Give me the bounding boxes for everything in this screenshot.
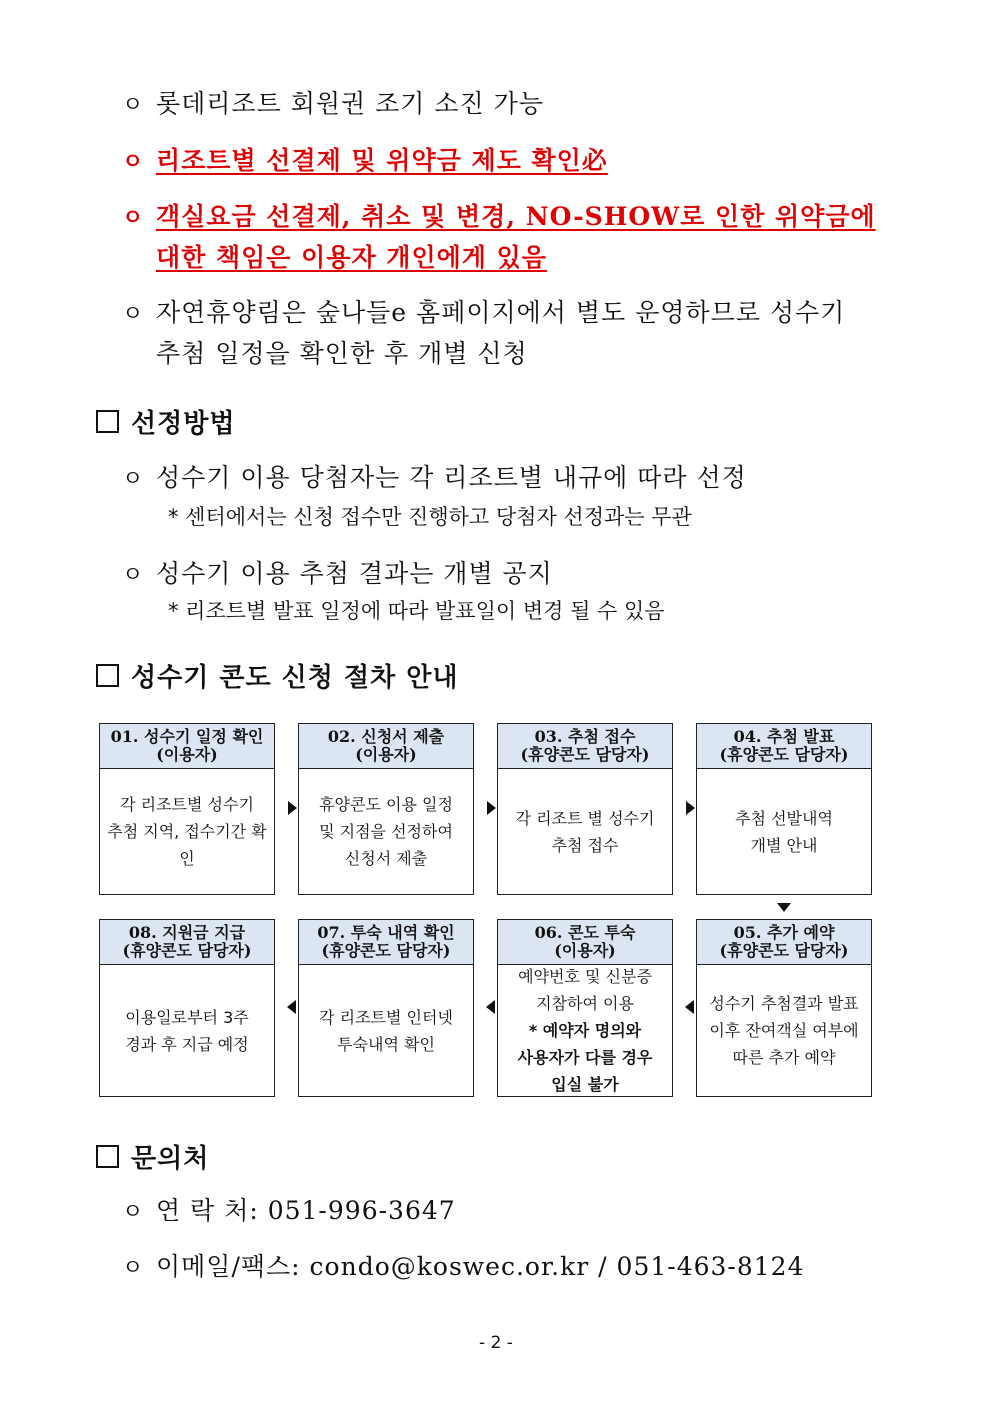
step-actor: (휴양콘도 담당자) [321, 941, 451, 960]
step-title: 05. 추가 예약 [733, 923, 835, 942]
contact-text: 이메일/팩스: condo@koswec.or.kr / 051-463-8124 [156, 1252, 805, 1281]
step-body [498, 769, 672, 894]
checkbox-square-icon [96, 1145, 119, 1168]
step-body [697, 769, 871, 894]
step-header [498, 724, 672, 769]
step-actor: (휴양콘도 담당자) [719, 941, 849, 960]
step-07 [298, 919, 474, 1097]
notice-text-line2: 대한 책임은 이용자 개인에게 있음 [156, 243, 547, 272]
step-text: 추첨 선발내역 [735, 808, 833, 828]
step-title: 04. 추첨 발표 [733, 727, 835, 746]
step-header [299, 920, 473, 965]
step-header [498, 920, 672, 965]
step-title: 08. 지원금 지급 [128, 923, 246, 942]
contact-text: 연 락 처: 051-996-3647 [156, 1196, 456, 1225]
step-03 [497, 723, 673, 895]
step-body [100, 769, 274, 894]
bullet-icon: ㅇ [122, 302, 145, 327]
step-text: 및 지점을 선정하여 [319, 822, 453, 841]
step-header [100, 920, 274, 965]
selection-item-2 [122, 554, 553, 596]
step-body [697, 965, 871, 1096]
section-heading-contact [96, 1138, 209, 1175]
step-text: 추첨 접수 [551, 835, 619, 855]
notice-item-2 [122, 141, 608, 182]
section-title: 문의처 [131, 1144, 210, 1174]
contact-email-fax [122, 1247, 805, 1289]
notice-item-1 [122, 84, 544, 126]
step-warning-text: * 예약자 명의와 [528, 1021, 642, 1040]
step-text: 휴양콘도 이용 일정 [319, 795, 453, 814]
arrow-right-icon [686, 801, 695, 815]
step-text: 투숙내역 확인 [337, 1034, 435, 1054]
step-body [299, 965, 473, 1096]
bullet-icon: ㅇ [122, 149, 145, 175]
step-text: 이후 잔여객실 여부에 [709, 1021, 859, 1040]
selection-item-1 [122, 458, 747, 500]
step-body [100, 965, 274, 1096]
step-text: 경과 후 지급 예정 [125, 1034, 249, 1054]
step-text: 예약번호 및 신분증 [518, 967, 652, 986]
arrow-left-icon [486, 1000, 495, 1014]
bullet-icon: ㅇ [122, 563, 145, 588]
notice-text-line1: 객실요금 선결제, 취소 및 변경, NO-SHOW로 인한 위약금에 [156, 202, 876, 231]
step-header [299, 724, 473, 769]
step-header [100, 724, 274, 769]
step-04 [696, 723, 872, 895]
step-01 [99, 723, 275, 895]
checkbox-square-icon [96, 410, 119, 433]
selection-note-2: * 리조트별 발표 일정에 따라 발표일이 변경 될 수 있음 [168, 599, 665, 623]
step-title: 06. 콘도 투숙 [534, 923, 636, 942]
step-text: 각 리조트별 성수기 [120, 795, 254, 814]
bullet-icon: ㅇ [122, 93, 145, 118]
notice-item-3-cont [156, 238, 547, 278]
step-text: 지참하여 이용 [536, 994, 634, 1013]
selection-text: 성수기 이용 추첨 결과는 개별 공지 [156, 559, 553, 588]
notice-text: 롯데리조트 회원권 조기 소진 가능 [156, 89, 544, 118]
step-title: 03. 추첨 접수 [534, 727, 636, 746]
selection-note-1: * 센터에서는 신청 접수만 진행하고 당첨자 선정과는 무관 [168, 505, 692, 529]
step-05 [696, 919, 872, 1097]
step-text: 각 리조트별 인터넷 [319, 1007, 453, 1027]
arrow-right-icon [487, 801, 496, 815]
step-text: 추첨 지역, 접수기간 확인 [107, 822, 267, 868]
contact-phone [122, 1191, 456, 1233]
section-heading-selection [96, 403, 235, 440]
notice-item-4-cont [156, 334, 528, 374]
bullet-icon: ㅇ [122, 205, 145, 231]
step-actor: (이용자) [156, 745, 218, 764]
section-heading-procedure [96, 657, 458, 694]
bullet-icon: ㅇ [122, 1256, 145, 1281]
checkbox-square-icon [96, 664, 119, 687]
arrow-left-icon [287, 1000, 296, 1014]
arrow-right-icon [288, 801, 297, 815]
step-actor: (휴양콘도 담당자) [719, 745, 849, 764]
step-body [498, 965, 672, 1096]
step-body [299, 769, 473, 894]
step-text: 각 리조트 별 성수기 [515, 808, 655, 828]
step-title: 01. 성수기 일정 확인 [110, 727, 264, 746]
step-actor: (휴양콘도 담당자) [122, 941, 252, 960]
step-actor: (이용자) [355, 745, 417, 764]
step-actor: (휴양콘도 담당자) [520, 745, 650, 764]
arrow-down-icon [777, 903, 791, 912]
step-header [697, 724, 871, 769]
step-06 [497, 919, 673, 1097]
page-number: - 2 - [479, 1333, 513, 1353]
bullet-icon: ㅇ [122, 1200, 145, 1225]
notice-text: 리조트별 선결제 및 위약금 제도 확인必 [156, 146, 608, 175]
selection-text: 성수기 이용 당첨자는 각 리조트별 내규에 따라 선정 [156, 463, 747, 492]
step-text: 신청서 제출 [344, 849, 428, 868]
step-02 [298, 723, 474, 895]
step-text: 이용일로부터 3주 [125, 1007, 249, 1027]
arrow-left-icon [685, 1000, 694, 1014]
notice-text-line1: 자연휴양림은 숲나들e 홈페이지에서 별도 운영하므로 성수기 [156, 298, 846, 327]
step-actor: (이용자) [554, 941, 616, 960]
step-text: 성수기 추첨결과 발표 [709, 994, 859, 1013]
notice-text-line2: 추첨 일정을 확인한 후 개별 신청 [156, 339, 528, 368]
section-title: 선정방법 [131, 409, 236, 439]
step-warning-text: 입실 불가 [551, 1075, 619, 1094]
step-text: 따른 추가 예약 [732, 1048, 836, 1067]
step-header [697, 920, 871, 965]
step-warning-text: 사용자가 다를 경우 [517, 1048, 653, 1067]
step-title: 02. 신청서 제출 [327, 727, 445, 746]
step-title: 07. 투숙 내역 확인 [317, 923, 455, 942]
step-08 [99, 919, 275, 1097]
section-title: 성수기 콘도 신청 절차 안내 [131, 663, 459, 693]
bullet-icon: ㅇ [122, 467, 145, 492]
notice-item-3 [122, 197, 876, 238]
step-text: 개별 안내 [750, 835, 818, 855]
notice-item-4 [122, 293, 845, 335]
